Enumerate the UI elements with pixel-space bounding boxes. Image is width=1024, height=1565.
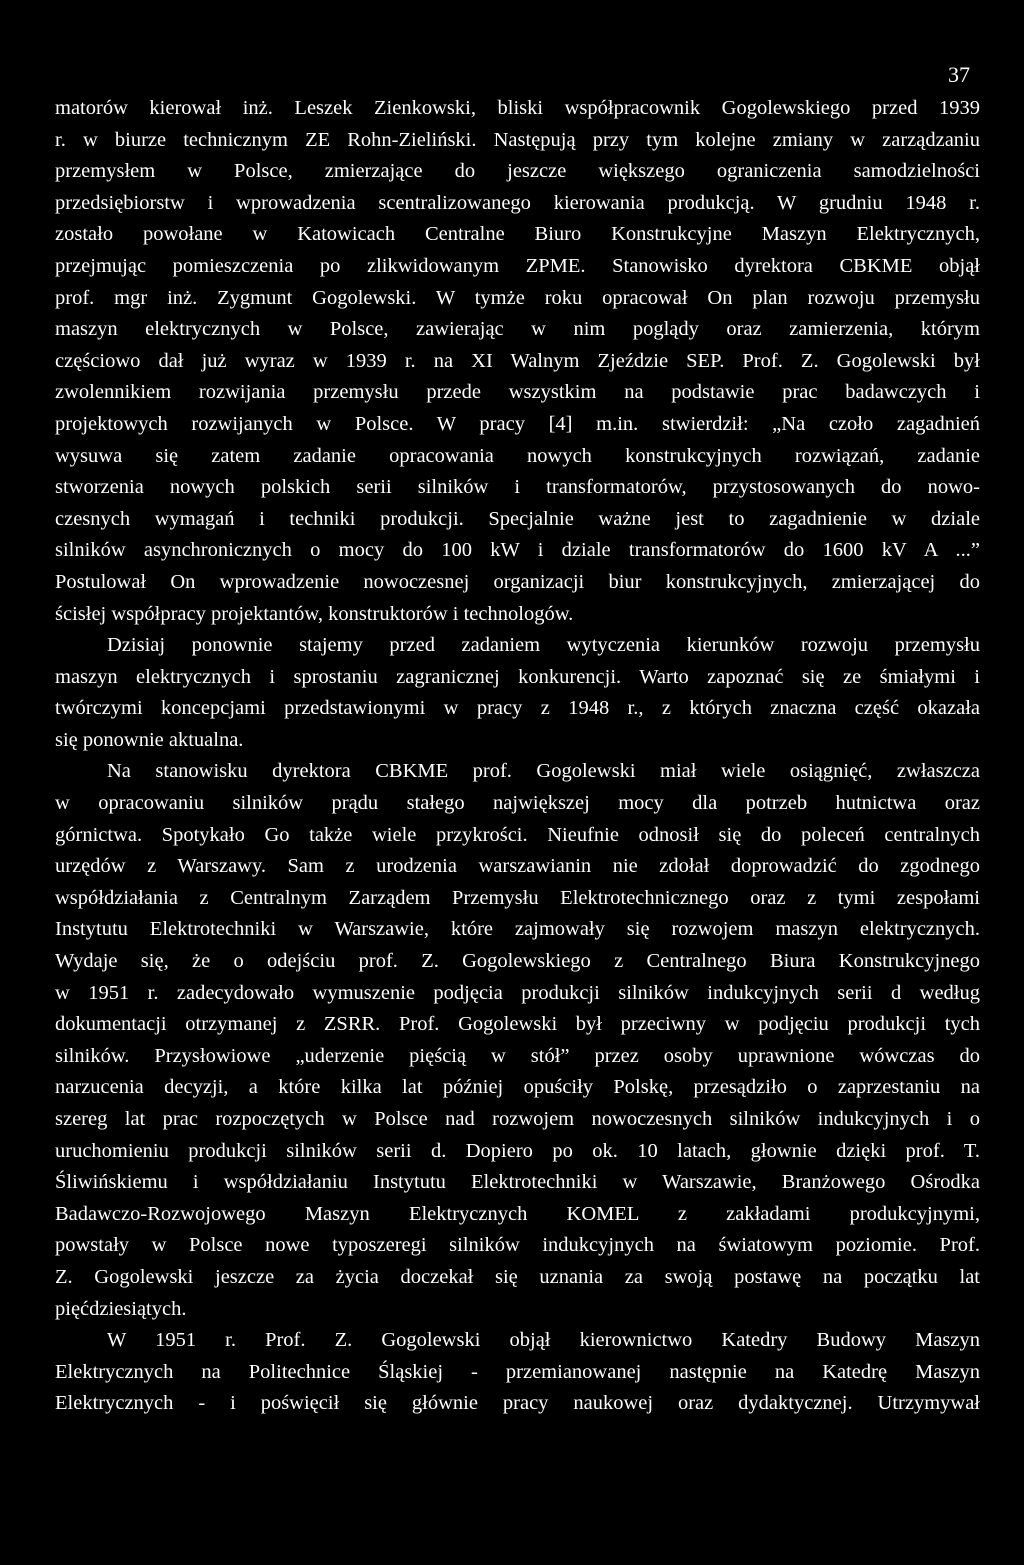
text-line: pięćdziesiątych.: [55, 1297, 187, 1320]
text-line: powstały w Polsce nowe typoszeregi silników indukcyjnych na światowym poziomie. Prof.: [55, 1234, 980, 1257]
text-line: zostało powołane w Katowicach Centralne Biuro Konstrukcyjne Maszyn Elektrycznych,: [55, 223, 980, 246]
text-line: matorów kierował inż. Leszek Zienkowski, bliski współpracownik Gogolewskiego przed 1939: [55, 97, 980, 119]
text-line: uruchomieniu produkcji silników serii d. Dopiero po ok. 10 latach, głownie dzięki prof. T.: [55, 1139, 980, 1162]
text-line: r. w biurze technicznym ZE Rohn-Zieliński. Następują przy tym kolejne zmiany w zarządzaniu: [55, 128, 980, 151]
text-line: stworzenia nowych polskich serii silników i transformatorów, przystosowanych do nowo-: [55, 476, 980, 499]
text-line: się ponownie aktualna.: [55, 728, 244, 751]
body-text: [55, 93, 980, 1420]
text-line: współdziałania z Centralnym Zarządem Przemysłu Elektrotechnicznego oraz z tymi zespołami: [55, 886, 980, 909]
text-line: w 1951 r. zadecydowało wymuszenie podjęcia produkcji silników indukcyjnych serii d według: [55, 981, 980, 1004]
text-line: maszyn elektrycznych i sprostaniu zagranicznej konkurencji. Warto zapoznać się ze śmiałymi i: [55, 665, 980, 688]
text-line: górnictwa. Spotykało Go także wiele przykrości. Nieufnie odnosił się do poleceń centralnych: [55, 823, 980, 846]
text-line: dokumentacji otrzymanej z ZSRR. Prof. Gogolewski był przeciwny w podjęciu produkcji tych: [55, 1013, 980, 1036]
text-line: w opracowaniu silników prądu stałego największej mocy dla potrzeb hutnictwa oraz: [55, 792, 980, 815]
text-line: Na stanowisku dyrektora CBKME prof. Gogolewski miał wiele osiągnięć, zwłaszcza: [107, 760, 980, 783]
text-line: W 1951 r. Prof. Z. Gogolewski objął kierownictwo Katedry Budowy Maszyn: [107, 1329, 980, 1352]
text-line: szereg lat prac rozpoczętych w Polsce nad rozwojem nowoczesnych silników indukcyjnych i o: [55, 1108, 980, 1130]
text-line: silników asynchronicznych o mocy do 100 kW i dziale transformatorów do 1600 kV A ...”: [55, 539, 980, 562]
text-line: przedsiębiorstw i wprowadzenia scentralizowanego kierowania produkcją. W grudniu 1948 r.: [55, 191, 980, 214]
text-line: narzucenia decyzji, a które kilka lat później opuściły Polskę, przesądziło o zaprzestaniu na: [55, 1076, 980, 1099]
text-line: zwolennikiem rozwijania przemysłu przede wszystkim na podstawie prac badawczych i: [55, 381, 980, 404]
text-line: urzędów z Warszawy. Sam z urodzenia warszawianin nie zdołał doprowadzić do zgodnego: [55, 855, 980, 878]
text-line: projektowych rozwijanych w Polsce. W pracy [4] m.in. stwierdził: „Na czoło zagadnień: [55, 412, 980, 435]
text-line: Śliwińskiemu i współdziałaniu Instytutu Elektrotechniki w Warszawie, Branżowego Ośrodka: [55, 1171, 980, 1194]
text-line: prof. mgr inż. Zygmunt Gogolewski. W tymże roku opracował On plan rozwoju przemysłu: [55, 286, 980, 309]
text-line: wysuwa się zatem zadanie opracowania nowych konstrukcyjnych rozwiązań, zadanie: [55, 444, 980, 467]
text-line: częściowo dał już wyraz w 1939 r. na XI Walnym Zjeździe SEP. Prof. Z. Gogolewski był: [55, 349, 980, 372]
text-line: Elektrycznych na Politechnice Śląskiej - przemianowanej następnie na Katedrę Maszyn: [55, 1360, 980, 1383]
text-line: czesnych wymagań i techniki produkcji. Specjalnie ważne jest to zagadnienie w dziale: [55, 507, 980, 530]
text-line: twórczymi koncepcjami przedstawionymi w pracy z 1948 r., z których znaczna część okazała: [55, 697, 980, 720]
text-line: przemysłem w Polsce, zmierzające do jeszcze większego ograniczenia samodzielności: [55, 160, 980, 183]
text-line: Badawczo-Rozwojowego Maszyn Elektrycznych KOMEL z zakładami produkcyjnymi,: [55, 1202, 980, 1225]
text-line: silników. Przysłowiowe „uderzenie pięścią w stół” przez osoby uprawnione wówczas do: [55, 1044, 980, 1067]
text-line: Postulował On wprowadzenie nowoczesnej organizacji biur konstrukcyjnych, zmierzającej do: [55, 570, 980, 593]
text-line: Elektrycznych - i poświęcił się głównie pracy naukowej oraz dydaktycznej. Utrzymywał: [55, 1392, 980, 1415]
text-line: ścisłej współpracy projektantów, konstruktorów i technologów.: [55, 602, 574, 625]
text-line: przejmując pomieszczenia po zlikwidowanym ZPME. Stanowisko dyrektora CBKME objął: [55, 254, 980, 277]
text-line: Wydaje się, że o odejściu prof. Z. Gogolewskiego z Centralnego Biura Konstrukcyjnego: [55, 950, 980, 973]
text-line: Z. Gogolewski jeszcze za życia doczekał się uznania za swoją postawę na początku lat: [55, 1265, 980, 1288]
text-line: Instytutu Elektrotechniki w Warszawie, które zajmowały się rozwojem maszyn elektrycznych.: [55, 918, 980, 941]
text-line: Dzisiaj ponownie stajemy przed zadaniem wytyczenia kierunków rozwoju przemysłu: [107, 634, 980, 657]
text-line: maszyn elektrycznych w Polsce, zawierając w nim poglądy oraz zamierzenia, którym: [55, 318, 980, 341]
page-number: 37: [948, 62, 970, 87]
